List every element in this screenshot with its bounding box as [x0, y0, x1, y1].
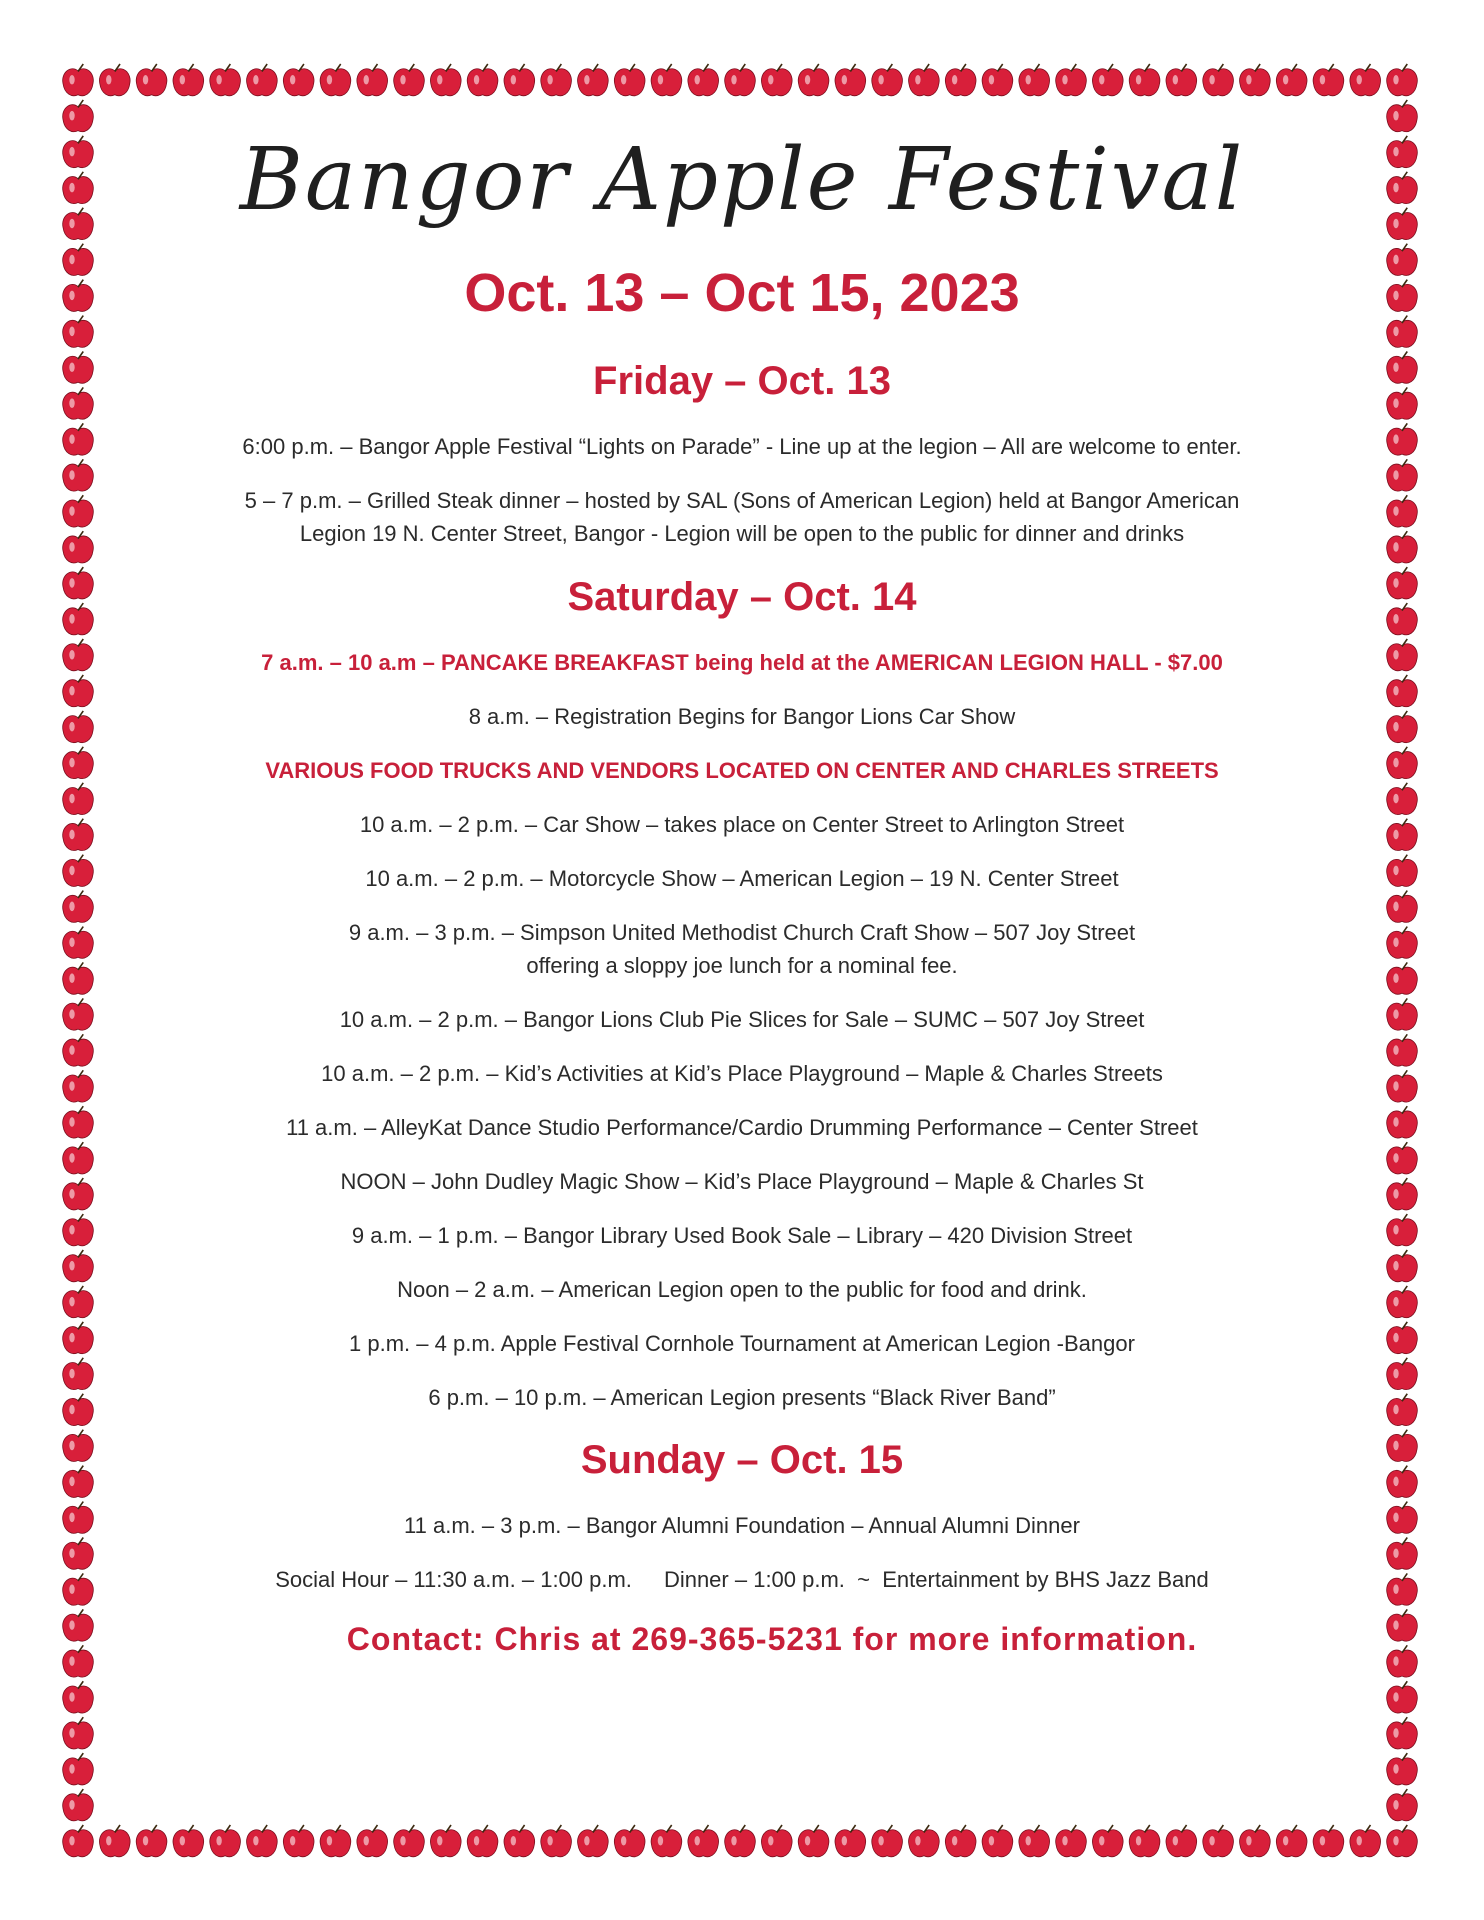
event-line: 10 a.m. – 2 p.m. – Car Show – takes place on Center Street to Arlington Street [359, 812, 1125, 837]
apple-icon [1387, 1034, 1418, 1066]
apple-icon [1387, 280, 1418, 312]
apple-icon [614, 1825, 645, 1857]
sunday-schedule-line [150, 1563, 1334, 1596]
apple-icon [1276, 64, 1307, 96]
apple-icon [909, 64, 940, 96]
apple-icon [63, 316, 94, 348]
apple-icon [872, 64, 903, 96]
apple-icon [1387, 495, 1418, 527]
apple-icon [1387, 855, 1418, 887]
apple-icon [1129, 64, 1160, 96]
apple-icon [1166, 64, 1197, 96]
apple-icon [761, 1825, 792, 1857]
event-line: 6:00 p.m. – Bangor Apple Festival “Lights on Parade” - Line up at the legion – All are welcome to enter. [242, 434, 1242, 459]
apple-icon [1056, 64, 1087, 96]
apple-icon [835, 64, 866, 96]
apple-icon [798, 64, 829, 96]
apple-icon [1387, 100, 1418, 132]
event-line: offering a sloppy joe lunch for a nominal fee. [526, 953, 958, 978]
apple-icon [1387, 819, 1418, 851]
apple-icon [99, 1825, 130, 1857]
apple-icon [63, 1034, 94, 1066]
apple-icon [1203, 64, 1234, 96]
apple-icon [1092, 1825, 1123, 1857]
apple-icon [63, 1681, 94, 1713]
apple-icon [247, 64, 278, 96]
apple-icon [1387, 711, 1418, 743]
event-line: 10 a.m. – 2 p.m. – Kid’s Activities at Kid’s Place Playground – Maple & Charles Streets [321, 1061, 1163, 1086]
apple-icon [467, 64, 498, 96]
apple-icon [63, 1214, 94, 1246]
apple-icon [357, 64, 388, 96]
apple-icon [63, 280, 94, 312]
apple-icon [63, 891, 94, 923]
apple-icon [1387, 172, 1418, 204]
event-line: 8 a.m. – Registration Begins for Bangor Lions Car Show [468, 704, 1016, 729]
apple-icon [1092, 64, 1123, 96]
apple-icon [1387, 783, 1418, 815]
apple-icon [430, 64, 461, 96]
apple-icon [1350, 64, 1381, 96]
apple-icon [1387, 1717, 1418, 1749]
apple-icon [578, 64, 609, 96]
apple-icon [1387, 459, 1418, 491]
flyer-content [150, 130, 1334, 1661]
apple-icon [1387, 352, 1418, 384]
friday-heading: Friday – Oct. 13 [593, 359, 891, 403]
event-line: 6 p.m. – 10 p.m. – American Legion presents “Black River Band” [428, 1385, 1056, 1410]
apple-icon [798, 1825, 829, 1857]
apple-icon [1387, 136, 1418, 168]
apple-icon [63, 136, 94, 168]
apple-icon [1387, 1070, 1418, 1102]
apple-icon [688, 1825, 719, 1857]
apple-icon [63, 352, 94, 384]
apple-icon [63, 1609, 94, 1641]
apple-icon [651, 1825, 682, 1857]
event-line: 11 a.m. – 3 p.m. – Bangor Alumni Foundation – Annual Alumni Dinner [404, 1513, 1080, 1538]
event-line: NOON – John Dudley Magic Show – Kid’s Place Playground – Maple & Charles St [340, 1169, 1144, 1194]
apple-icon [688, 64, 719, 96]
apple-icon [63, 819, 94, 851]
apple-icon [1387, 1142, 1418, 1174]
apple-icon [63, 639, 94, 671]
apple-icon [504, 64, 535, 96]
apple-icon [63, 208, 94, 240]
apple-icon [1387, 1645, 1418, 1677]
apple-icon [1387, 603, 1418, 635]
dinner-time: Dinner – 1:00 p.m. [663, 1567, 845, 1592]
event-line: 11 a.m. – AlleyKat Dance Studio Performance/Cardio Drumming Performance – Center Street [286, 1115, 1198, 1140]
apple-icon [430, 1825, 461, 1857]
apple-icon [1387, 64, 1418, 96]
apple-icon [1387, 567, 1418, 599]
sunday-heading: Sunday – Oct. 15 [580, 1438, 904, 1482]
apple-icon [63, 1537, 94, 1569]
apple-icon [982, 64, 1013, 96]
apple-icon [63, 1394, 94, 1426]
apple-icon [1387, 927, 1418, 959]
apple-icon [761, 64, 792, 96]
apple-icon [1313, 64, 1344, 96]
apple-icon [1019, 1825, 1050, 1857]
apple-icon [357, 1825, 388, 1857]
apple-icon [872, 1825, 903, 1857]
apple-icon [1387, 208, 1418, 240]
apple-icon [1276, 1825, 1307, 1857]
apple-icon [1387, 1825, 1418, 1857]
apple-icon [63, 962, 94, 994]
apple-icon [210, 64, 241, 96]
apple-icon [651, 64, 682, 96]
apple-icon [63, 495, 94, 527]
apple-icon [63, 1358, 94, 1390]
event-line: 9 a.m. – 3 p.m. – Simpson United Methodist Church Craft Show – 507 Joy Street [348, 920, 1136, 945]
apple-icon [63, 1466, 94, 1498]
apple-icon [136, 64, 167, 96]
apple-icon [320, 1825, 351, 1857]
apple-icon [614, 64, 645, 96]
apple-icon [467, 1825, 498, 1857]
apple-icon [725, 1825, 756, 1857]
apple-icon [63, 1106, 94, 1138]
festival-dates: Oct. 13 – Oct 15, 2023 [464, 263, 1020, 323]
apple-icon [63, 1573, 94, 1605]
apple-icon [1387, 387, 1418, 419]
apple-icon [63, 711, 94, 743]
apple-icon [1387, 1322, 1418, 1354]
apple-icon [63, 567, 94, 599]
apple-icon [63, 1286, 94, 1318]
apple-icon [63, 603, 94, 635]
apple-icon [1387, 962, 1418, 994]
apple-icon [63, 747, 94, 779]
apple-icon [63, 1430, 94, 1462]
apple-icon [1387, 1609, 1418, 1641]
apple-icon [1056, 1825, 1087, 1857]
apple-icon [1387, 1250, 1418, 1282]
apple-icon [63, 1322, 94, 1354]
apple-icon [504, 1825, 535, 1857]
apple-icon [63, 675, 94, 707]
apple-icon [1387, 675, 1418, 707]
apple-icon [63, 244, 94, 276]
festival-title: Bangor Apple Festival [239, 130, 1245, 230]
apple-icon [283, 64, 314, 96]
apple-icon [1387, 423, 1418, 455]
apple-icon [1387, 1502, 1418, 1534]
apple-icon [394, 64, 425, 96]
apple-icon [1166, 1825, 1197, 1857]
event-line: Noon – 2 a.m. – American Legion open to the public for food and drink. [397, 1277, 1087, 1302]
apple-icon [63, 855, 94, 887]
apple-icon [1019, 64, 1050, 96]
apple-icon [63, 1502, 94, 1534]
apple-icon [63, 1178, 94, 1210]
apple-icon [1387, 244, 1418, 276]
apple-icon [1203, 1825, 1234, 1857]
apple-icon [1387, 1394, 1418, 1426]
apple-icon [320, 64, 351, 96]
apple-icon [1313, 1825, 1344, 1857]
apple-icon [541, 1825, 572, 1857]
event-line: 1 p.m. – 4 p.m. Apple Festival Cornhole Tournament at American Legion -Bangor [349, 1331, 1135, 1356]
event-line: 10 a.m. – 2 p.m. – Bangor Lions Club Pie Slices for Sale – SUMC – 507 Joy Street [339, 1007, 1145, 1032]
apple-icon [541, 64, 572, 96]
contact-info: Contact: Chris at 269-365-5231 for more information. [346, 1621, 1198, 1657]
apple-icon [173, 1825, 204, 1857]
apple-icon [247, 1825, 278, 1857]
apple-icon [835, 1825, 866, 1857]
apple-icon [1350, 1825, 1381, 1857]
apple-icon [1129, 1825, 1160, 1857]
apple-icon [945, 64, 976, 96]
apple-icon [1387, 891, 1418, 923]
apple-icon [1387, 1106, 1418, 1138]
apple-icon [63, 531, 94, 563]
apple-icon [1240, 64, 1271, 96]
apple-icon [63, 100, 94, 132]
apple-icon [63, 1789, 94, 1821]
saturday-heading: Saturday – Oct. 14 [567, 575, 917, 619]
apple-icon [63, 172, 94, 204]
apple-icon [63, 998, 94, 1030]
apple-icon [63, 1142, 94, 1174]
apple-icon [63, 1753, 94, 1785]
apple-icon [1387, 1214, 1418, 1246]
apple-icon [578, 1825, 609, 1857]
apple-icon [63, 1070, 94, 1102]
apple-icon [1387, 1466, 1418, 1498]
apple-icon [945, 1825, 976, 1857]
pancake-breakfast-line: 7 a.m. – 10 a.m – PANCAKE BREAKFAST being held at the AMERICAN LEGION HALL - $7.00 [261, 650, 1223, 675]
apple-icon [1387, 1681, 1418, 1713]
apple-icon [725, 64, 756, 96]
apple-icon [1387, 1178, 1418, 1210]
apple-icon [1387, 1358, 1418, 1390]
apple-icon [63, 1825, 94, 1857]
apple-icon [63, 1645, 94, 1677]
apple-icon [63, 1250, 94, 1282]
apple-icon [1387, 998, 1418, 1030]
apple-icon [1387, 1753, 1418, 1785]
apple-icon [63, 387, 94, 419]
apple-icon [982, 1825, 1013, 1857]
apple-icon [1387, 316, 1418, 348]
apple-icon [1387, 1789, 1418, 1821]
apple-icon [1387, 639, 1418, 671]
apple-icon [63, 64, 94, 96]
apple-icon [283, 1825, 314, 1857]
apple-icon [1240, 1825, 1271, 1857]
apple-icon [1387, 1286, 1418, 1318]
entertainment: Entertainment by BHS Jazz Band [882, 1567, 1209, 1592]
apple-icon [1387, 1573, 1418, 1605]
apple-icon [63, 783, 94, 815]
apple-icon [63, 423, 94, 455]
event-line: 5 – 7 p.m. – Grilled Steak dinner – hosted by SAL (Sons of American Legion) held at Bangor American [244, 488, 1240, 513]
apple-icon [173, 64, 204, 96]
apple-icon [63, 927, 94, 959]
social-hour: Social Hour – 11:30 a.m. – 1:00 p.m. [275, 1567, 632, 1592]
event-line: 9 a.m. – 1 p.m. – Bangor Library Used Book Sale – Library – 420 Division Street [351, 1223, 1133, 1248]
apple-icon [1387, 531, 1418, 563]
event-line: Legion 19 N. Center Street, Bangor - Legion will be open to the public for dinner and drinks [299, 521, 1185, 546]
event-line: 10 a.m. – 2 p.m. – Motorcycle Show – American Legion – 19 N. Center Street [365, 866, 1119, 891]
apple-icon [909, 1825, 940, 1857]
apple-icon [1387, 1537, 1418, 1569]
apple-icon [394, 1825, 425, 1857]
apple-icon [136, 1825, 167, 1857]
apple-icon [63, 1717, 94, 1749]
tilde-separator: ~ [857, 1567, 871, 1592]
apple-icon [63, 459, 94, 491]
apple-icon [1387, 747, 1418, 779]
apple-icon [1387, 1430, 1418, 1462]
food-trucks-line: VARIOUS FOOD TRUCKS AND VENDORS LOCATED ON CENTER AND CHARLES STREETS [265, 758, 1219, 783]
apple-icon [99, 64, 130, 96]
apple-icon [210, 1825, 241, 1857]
